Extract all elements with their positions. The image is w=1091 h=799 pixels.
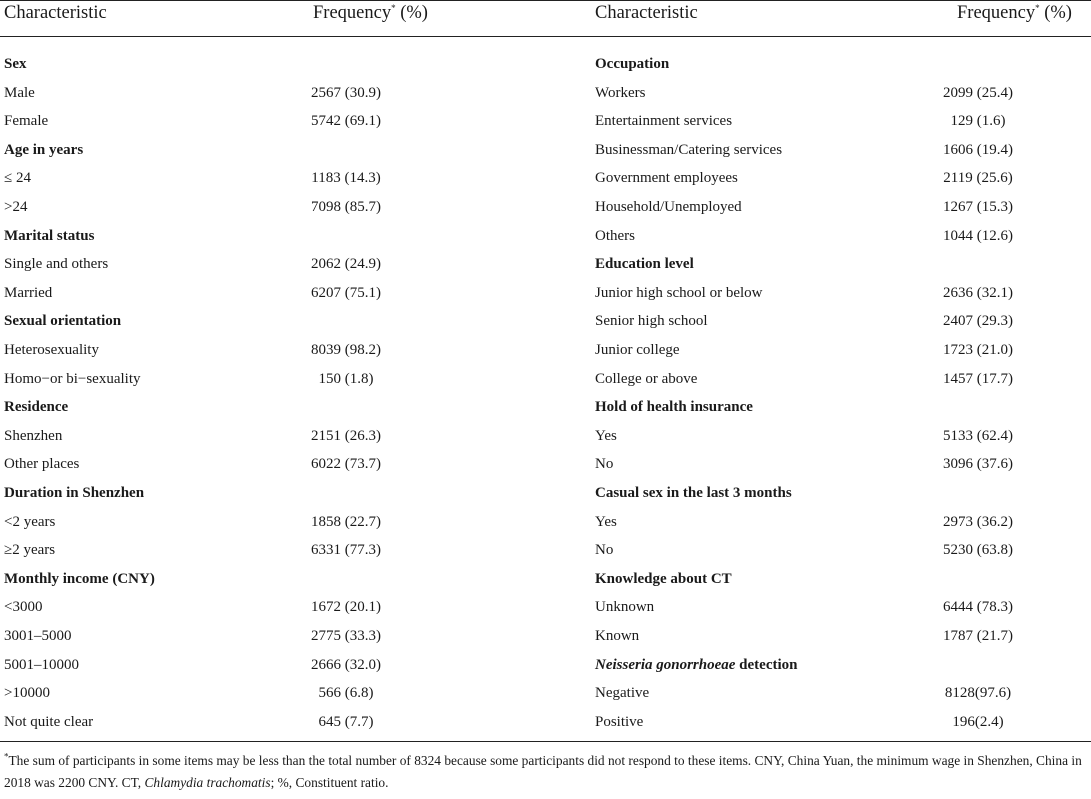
- frequency-value: 129 (1.6): [950, 113, 1006, 130]
- row-label: No: [595, 456, 614, 473]
- frequency-value: 566 (6.8): [318, 685, 374, 702]
- table-row: [595, 708, 1085, 737]
- header-frequency-left: Frequency* (%): [313, 2, 428, 23]
- table-row: [4, 164, 494, 193]
- table-row: [4, 508, 494, 537]
- table-row: [595, 593, 1085, 622]
- frequency-value: 2567 (30.9): [311, 84, 381, 101]
- header-frequency-right: Frequency* (%): [957, 2, 1072, 23]
- table-row: [4, 79, 494, 108]
- section-heading-row: [4, 393, 494, 422]
- section-heading-row: [4, 565, 494, 594]
- table-row: [595, 450, 1085, 479]
- table-row: [4, 279, 494, 308]
- section-label: Occupation: [595, 56, 670, 72]
- table-row: [595, 107, 1085, 136]
- row-label: Entertainment services: [595, 113, 733, 130]
- row-label: Others: [595, 227, 635, 244]
- frequency-value: 6207 (75.1): [311, 284, 381, 301]
- table-row: [595, 622, 1085, 651]
- frequency-value: 5742 (69.1): [311, 113, 381, 130]
- top-rule: [0, 0, 1091, 1]
- row-label: ≤ 24: [4, 170, 31, 187]
- bottom-rule: [0, 741, 1091, 742]
- row-label: Known: [595, 628, 640, 644]
- frequency-value: 1044 (12.6): [943, 227, 1013, 244]
- frequency-value: 2119 (25.6): [943, 170, 1013, 187]
- table-row: [595, 279, 1085, 308]
- section-heading-row: [4, 222, 494, 251]
- frequency-value: 1787 (21.7): [943, 628, 1013, 644]
- row-label: Female: [4, 113, 49, 130]
- frequency-value: 2151 (26.3): [311, 427, 381, 444]
- row-label: Government employees: [595, 170, 738, 187]
- section-heading-row: [4, 479, 494, 508]
- section-label: Marital status: [4, 227, 95, 244]
- frequency-value: 8039 (98.2): [311, 342, 381, 358]
- table-row: [4, 107, 494, 136]
- row-label: Heterosexuality: [4, 342, 99, 358]
- header-characteristic-left: Characteristic: [4, 3, 107, 23]
- frequency-value: 1723 (21.0): [943, 342, 1013, 358]
- table-row: [595, 365, 1085, 394]
- row-label: 5001–10000: [4, 656, 79, 673]
- row-label: Junior high school or below: [595, 284, 763, 301]
- row-label: ≥2 years: [4, 542, 56, 559]
- section-heading-row: [4, 307, 494, 336]
- section-label: Duration in Shenzhen: [4, 485, 145, 501]
- row-label: 3001–5000: [4, 628, 72, 644]
- frequency-value: 1858 (22.7): [311, 513, 381, 530]
- section-heading-row: [595, 479, 1085, 508]
- table-row: [4, 193, 494, 222]
- table-row: [595, 336, 1085, 365]
- row-label: Male: [4, 84, 35, 101]
- section-label: Sexual orientation: [4, 313, 122, 330]
- row-label: Shenzhen: [4, 427, 63, 444]
- frequency-value: 6444 (78.3): [943, 599, 1013, 616]
- table-row: [4, 679, 494, 708]
- frequency-value: 6331 (77.3): [311, 542, 381, 559]
- table-row: [4, 651, 494, 680]
- row-label: Homo−or bi−sexuality: [4, 370, 141, 387]
- row-label: Negative: [595, 685, 650, 702]
- section-label: Monthly income (CNY): [4, 570, 155, 587]
- table-row: [595, 79, 1085, 108]
- table-row: [595, 508, 1085, 537]
- row-label: Yes: [595, 513, 617, 530]
- row-label: College or above: [595, 370, 698, 387]
- frequency-value: 645 (7.7): [318, 713, 374, 730]
- section-heading-row: [4, 50, 494, 79]
- row-label: Single and others: [4, 256, 109, 273]
- row-label: Senior high school: [595, 313, 708, 330]
- frequency-value: 1267 (15.3): [943, 199, 1013, 215]
- row-label: >24: [4, 199, 28, 215]
- section-label: Knowledge about CT: [595, 570, 732, 587]
- section-label: Residence: [4, 399, 69, 416]
- row-label: Junior college: [595, 342, 680, 358]
- table-row: [4, 336, 494, 365]
- frequency-value: 196(2.4): [952, 713, 1004, 730]
- row-label: No: [595, 542, 614, 559]
- frequency-value: 2062 (24.9): [311, 256, 381, 273]
- frequency-value: 1606 (19.4): [943, 141, 1013, 158]
- section-heading-row: [595, 393, 1085, 422]
- header-characteristic-right: Characteristic: [595, 3, 698, 23]
- row-label: Unknown: [595, 599, 655, 616]
- table-row: [595, 422, 1085, 451]
- table-row: [595, 193, 1085, 222]
- section-label: Hold of health insurance: [595, 399, 753, 416]
- section-heading-row: [595, 50, 1085, 79]
- table-row: [4, 450, 494, 479]
- section-label: Sex: [4, 56, 27, 72]
- frequency-value: 7098 (85.7): [311, 199, 381, 215]
- frequency-value: 2973 (36.2): [943, 513, 1013, 530]
- row-label: Household/Unemployed: [595, 199, 742, 215]
- section-label: Age in years: [4, 141, 84, 158]
- header-rule: [0, 36, 1091, 37]
- frequency-value: 2099 (25.4): [943, 84, 1013, 101]
- frequency-value: 2666 (32.0): [311, 656, 381, 673]
- row-label: Married: [4, 284, 53, 301]
- row-label: Other places: [4, 456, 80, 473]
- frequency-value: 1457 (17.7): [943, 370, 1013, 387]
- table-row: [4, 365, 494, 394]
- row-label: Not quite clear: [4, 713, 94, 730]
- section-label-rest: detection: [735, 656, 798, 673]
- section-heading-row: [4, 136, 494, 165]
- section-label: [595, 651, 798, 680]
- table-row: [595, 164, 1085, 193]
- table-row: [595, 679, 1085, 708]
- frequency-value: 5230 (63.8): [943, 542, 1013, 559]
- frequency-value: 1183 (14.3): [311, 170, 381, 187]
- row-label: Businessman/Catering services: [595, 141, 783, 158]
- row-label: >10000: [4, 685, 50, 702]
- frequency-value: 2636 (32.1): [943, 284, 1013, 301]
- frequency-value: 3096 (37.6): [943, 456, 1013, 473]
- section-label-italic: Neisseria gonorrhoeae: [595, 656, 736, 673]
- frequency-value: 2775 (33.3): [311, 628, 381, 644]
- section-heading-row: [595, 250, 1085, 279]
- table-row: [4, 593, 494, 622]
- row-label: <2 years: [4, 513, 56, 530]
- frequency-value: 5133 (62.4): [943, 427, 1013, 444]
- table-row: [595, 307, 1085, 336]
- frequency-value: 2407 (29.3): [943, 313, 1013, 330]
- frequency-value: 150 (1.8): [318, 370, 374, 387]
- frequency-value: 6022 (73.7): [311, 456, 381, 473]
- table-row: [595, 536, 1085, 565]
- section-heading-row: [595, 565, 1085, 594]
- table-row: [4, 536, 494, 565]
- row-label: Yes: [595, 427, 617, 444]
- row-label: Positive: [595, 713, 644, 730]
- row-label: <3000: [4, 599, 43, 616]
- frequency-value: 1672 (20.1): [311, 599, 381, 616]
- frequency-value: 8128(97.6): [944, 685, 1012, 702]
- table-footnote: *The sum of participants in some items may be less than the total number of 8324 because some participants did not respond to these items. CNY, China Yuan, the minimum wage in Shenzhen, China in 2018 was 2200 CNY. CT, Chlamydia trachomatis; %, Constituent ratio.: [4, 751, 1082, 790]
- table-row: [595, 136, 1085, 165]
- table-row: [4, 622, 494, 651]
- section-label: Education level: [595, 256, 694, 273]
- section-label: Casual sex in the last 3 months: [595, 485, 792, 501]
- table-row: [595, 222, 1085, 251]
- row-label: Workers: [595, 84, 646, 101]
- table-row: [4, 250, 494, 279]
- section-heading-row: [595, 651, 1085, 680]
- table-row: [4, 422, 494, 451]
- table-row: [4, 708, 494, 737]
